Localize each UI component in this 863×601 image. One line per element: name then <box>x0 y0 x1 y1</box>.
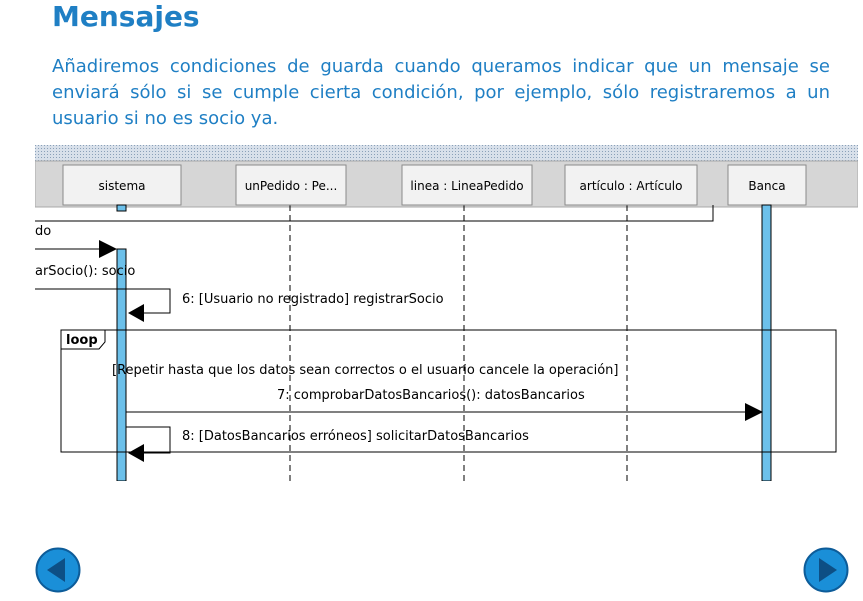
loop-guard: [Repetir hasta que los datos sean correctos o el usuario cancele la operación] <box>112 363 619 378</box>
activation-bar-sistema-top <box>117 205 126 211</box>
lifeline-head-articulo[interactable] <box>565 165 697 205</box>
arrow-left-icon <box>35 547 81 593</box>
lifeline-head-banca[interactable] <box>728 165 806 205</box>
prev-slide-button[interactable] <box>35 547 81 593</box>
lifeline-label: sistema <box>98 179 146 193</box>
lifeline-head-sistema[interactable] <box>63 165 181 205</box>
message-label-partial-socio: arSocio(): socio <box>35 264 136 279</box>
loop-label: loop <box>66 333 98 348</box>
lifeline-label: unPedido : Pe... <box>244 179 338 193</box>
arrowhead <box>128 304 144 322</box>
lifeline-head-unpedido[interactable] <box>236 165 346 205</box>
next-slide-button[interactable] <box>803 547 849 593</box>
arrow-right-icon <box>803 547 849 593</box>
sequence-diagram <box>35 145 858 481</box>
activation-bar-banca <box>762 205 771 481</box>
message-label-6[interactable]: 6: [Usuario no registrado] registrarSocio <box>182 292 444 307</box>
slide-body-text: Añadiremos condiciones de guarda cuando queramos indicar que un mensaje se enviará sólo si se cumple cierta condición, por ejemplo, sólo registraremos a un usuario si no es socio ya. <box>52 56 830 129</box>
self-message-6-line <box>126 289 170 313</box>
arrowhead <box>745 403 763 421</box>
lifeline-head-linea[interactable] <box>402 165 532 205</box>
diagram-header-strip <box>35 145 858 161</box>
lifeline-label: artículo : Artículo <box>579 179 683 193</box>
self-message-8-line <box>126 427 170 453</box>
lifeline-label: linea : LineaPedido <box>410 179 524 193</box>
lifeline-label: Banca <box>748 179 786 193</box>
arrowhead <box>99 240 117 258</box>
message-label-7[interactable]: 7: comprobarDatosBancarios(): datosBancarios <box>277 388 585 403</box>
slide-title: Mensajes <box>52 0 200 33</box>
message-label-partial-do: do <box>35 224 52 239</box>
message-label-8[interactable]: 8: [DatosBancarios erróneos] solicitarDatosBancarios <box>182 429 529 444</box>
arrowhead <box>128 444 144 462</box>
